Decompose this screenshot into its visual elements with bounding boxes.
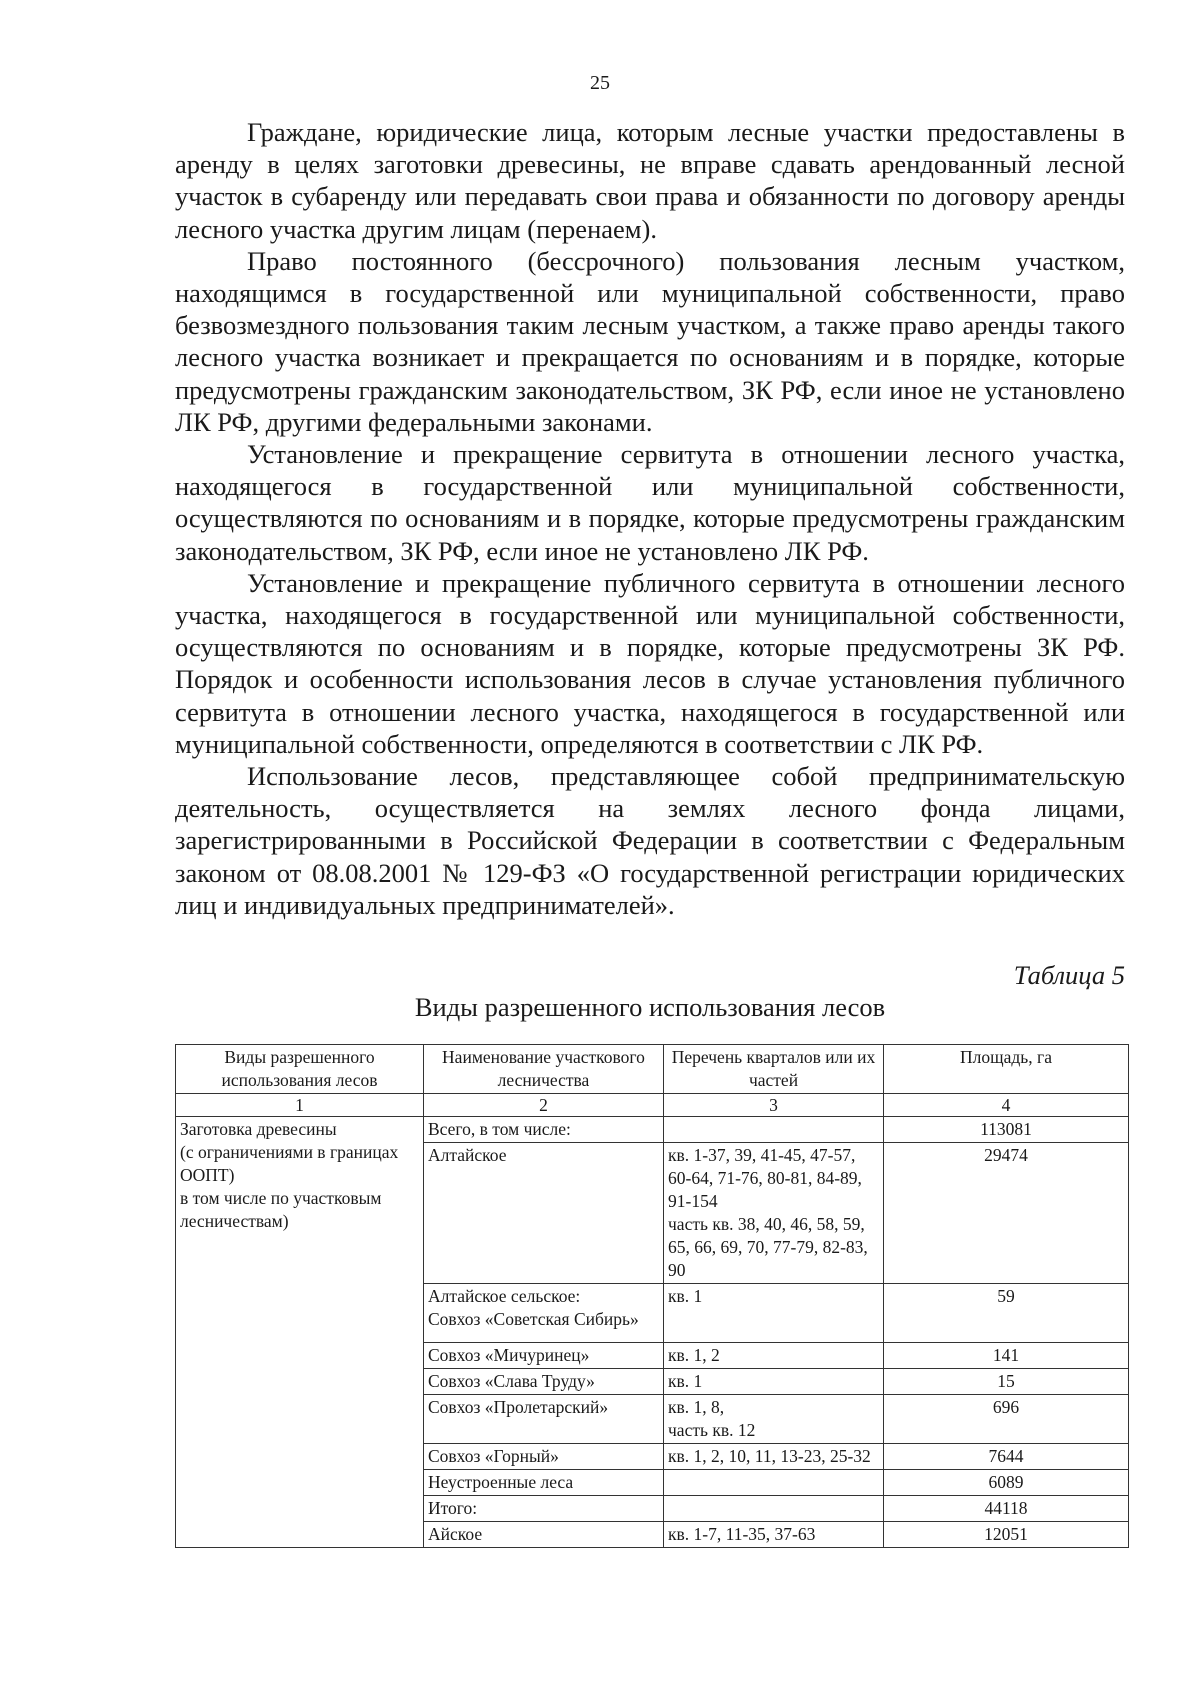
table-title: Виды разрешенного использования лесов [414, 992, 886, 1022]
column-number: 2 [424, 1094, 664, 1117]
area-cell: 59 [884, 1284, 1129, 1343]
area-cell: 12051 [884, 1522, 1129, 1548]
column-header: Площадь, га [884, 1045, 1129, 1094]
paragraph: Установление и прекращение сервитута в отношении лесного участка, находящегося в государственной или муниципальной собственности, осуществляются по основаниям и в порядке, которые предусмотрены гражданским законодательством, ЗК РФ, если иное не установлено ЛК РФ. [175, 439, 1125, 566]
use-type-line: в том числе по участковым лесничествам) [180, 1188, 382, 1231]
column-number-row [176, 1094, 1129, 1117]
column-number: 3 [664, 1094, 884, 1117]
table-row [176, 1117, 1129, 1143]
paragraph: Установление и прекращение публичного сервитута в отношении лесного участка, находящегося в государственной или муниципальной собственности, осуществляются по основаниям и в порядке, которые предусмотрены ЗК РФ. Порядок и особенности использования лесов в случае установления публичного сервитута в отношении лесного участка, находящегося в государственной или муниципальной собственности, определяются в соответствии с ЛК РФ. [175, 567, 1125, 759]
column-header: Наименование участкового лесничества [424, 1045, 664, 1094]
forestry-cell: Алтайское [424, 1143, 664, 1284]
blocks-cell [664, 1496, 884, 1522]
column-number: 4 [884, 1094, 1129, 1117]
blocks-cell [664, 1117, 884, 1143]
column-header: Перечень кварталов или их частей [664, 1045, 884, 1094]
paragraph: Граждане, юридические лица, которым лесные участки предоставлены в аренду в целях заготовки древесины, не вправе сдавать арендованный лесной участок в субаренду или передавать свои права и обязанности по договору аренды лесного участка другим лицам (перенаем). [175, 117, 1125, 244]
forestry-cell: Совхоз «Мичуринец» [424, 1343, 664, 1369]
area-cell: 6089 [884, 1470, 1129, 1496]
table-label: Таблица 5 [1013, 960, 1125, 990]
blocks-line: кв. 1, 8, [668, 1397, 725, 1417]
area-cell: 696 [884, 1395, 1129, 1444]
blocks-line: кв. 1-37, 39, 41-45, 47-57, 60-64, 71-76, 80-81, 84-89, 91-154 [668, 1145, 862, 1211]
blocks-cell [664, 1470, 884, 1496]
blocks-line: часть кв. 12 [668, 1420, 756, 1440]
area-cell: 113081 [884, 1117, 1129, 1143]
blocks-cell: кв. 1 [664, 1369, 884, 1395]
use-type-line: Заготовка древесины [180, 1119, 337, 1139]
blocks-cell: кв. 1, 2, 10, 11, 13-23, 25-32 [664, 1444, 884, 1470]
forestry-cell: Совхоз «Слава Труду» [424, 1369, 664, 1395]
forestry-cell: Совхоз «Горный» [424, 1444, 664, 1470]
blocks-cell: кв. 1, 2 [664, 1343, 884, 1369]
forestry-cell: Неустроенные леса [424, 1470, 664, 1496]
column-header: Виды разрешенного использования лесов [176, 1045, 424, 1094]
area-cell: 141 [884, 1343, 1129, 1369]
area-cell: 15 [884, 1369, 1129, 1395]
forestry-cell: Всего, в том числе: [424, 1117, 664, 1143]
blocks-cell [664, 1143, 884, 1284]
forestry-line: Совхоз «Советская Сибирь» [428, 1309, 639, 1329]
use-type-line: (с ограничениями в границах ООПТ) [180, 1142, 399, 1185]
use-type-cell [176, 1117, 424, 1548]
blocks-cell: кв. 1-7, 11-35, 37-63 [664, 1522, 884, 1548]
area-cell: 7644 [884, 1444, 1129, 1470]
forest-use-table [175, 1044, 1129, 1548]
forestry-cell [424, 1284, 664, 1343]
area-cell: 44118 [884, 1496, 1129, 1522]
paragraph: Использование лесов, представляющее собой предпринимательскую деятельность, осуществляется на землях лесного фонда лицами, зарегистрированными в Российской Федерации в соответствии с Федеральным законом от 08.08.2001 № 129-ФЗ «О государственной регистрации юридических лиц и индивидуальных предпринимателей». [175, 761, 1125, 920]
blocks-cell [664, 1395, 884, 1444]
forestry-cell: Совхоз «Пролетарский» [424, 1395, 664, 1444]
forestry-cell: Айское [424, 1522, 664, 1548]
blocks-cell: кв. 1 [664, 1284, 884, 1343]
forestry-cell: Итого: [424, 1496, 664, 1522]
blocks-line: часть кв. 38, 40, 46, 58, 59, 65, 66, 69, 70, 77-79, 82-83, 90 [668, 1214, 868, 1280]
paragraph: Право постоянного (бессрочного) пользования лесным участком, находящимся в государственной или муниципальной собственности, право безвозмездного пользования таким лесным участком, а также право аренды такого лесного участка возникает и прекращается по основаниям и в порядке, которые предусмотрены гражданским законодательством, ЗК РФ, если иное не установлено ЛК РФ, другими федеральными законами. [175, 245, 1125, 437]
forestry-line: Алтайское сельское: [428, 1286, 581, 1306]
body-text [175, 116, 1125, 921]
table-header-row [176, 1045, 1129, 1094]
column-number: 1 [176, 1094, 424, 1117]
area-cell: 29474 [884, 1143, 1129, 1284]
page-number: 25 [590, 72, 610, 94]
